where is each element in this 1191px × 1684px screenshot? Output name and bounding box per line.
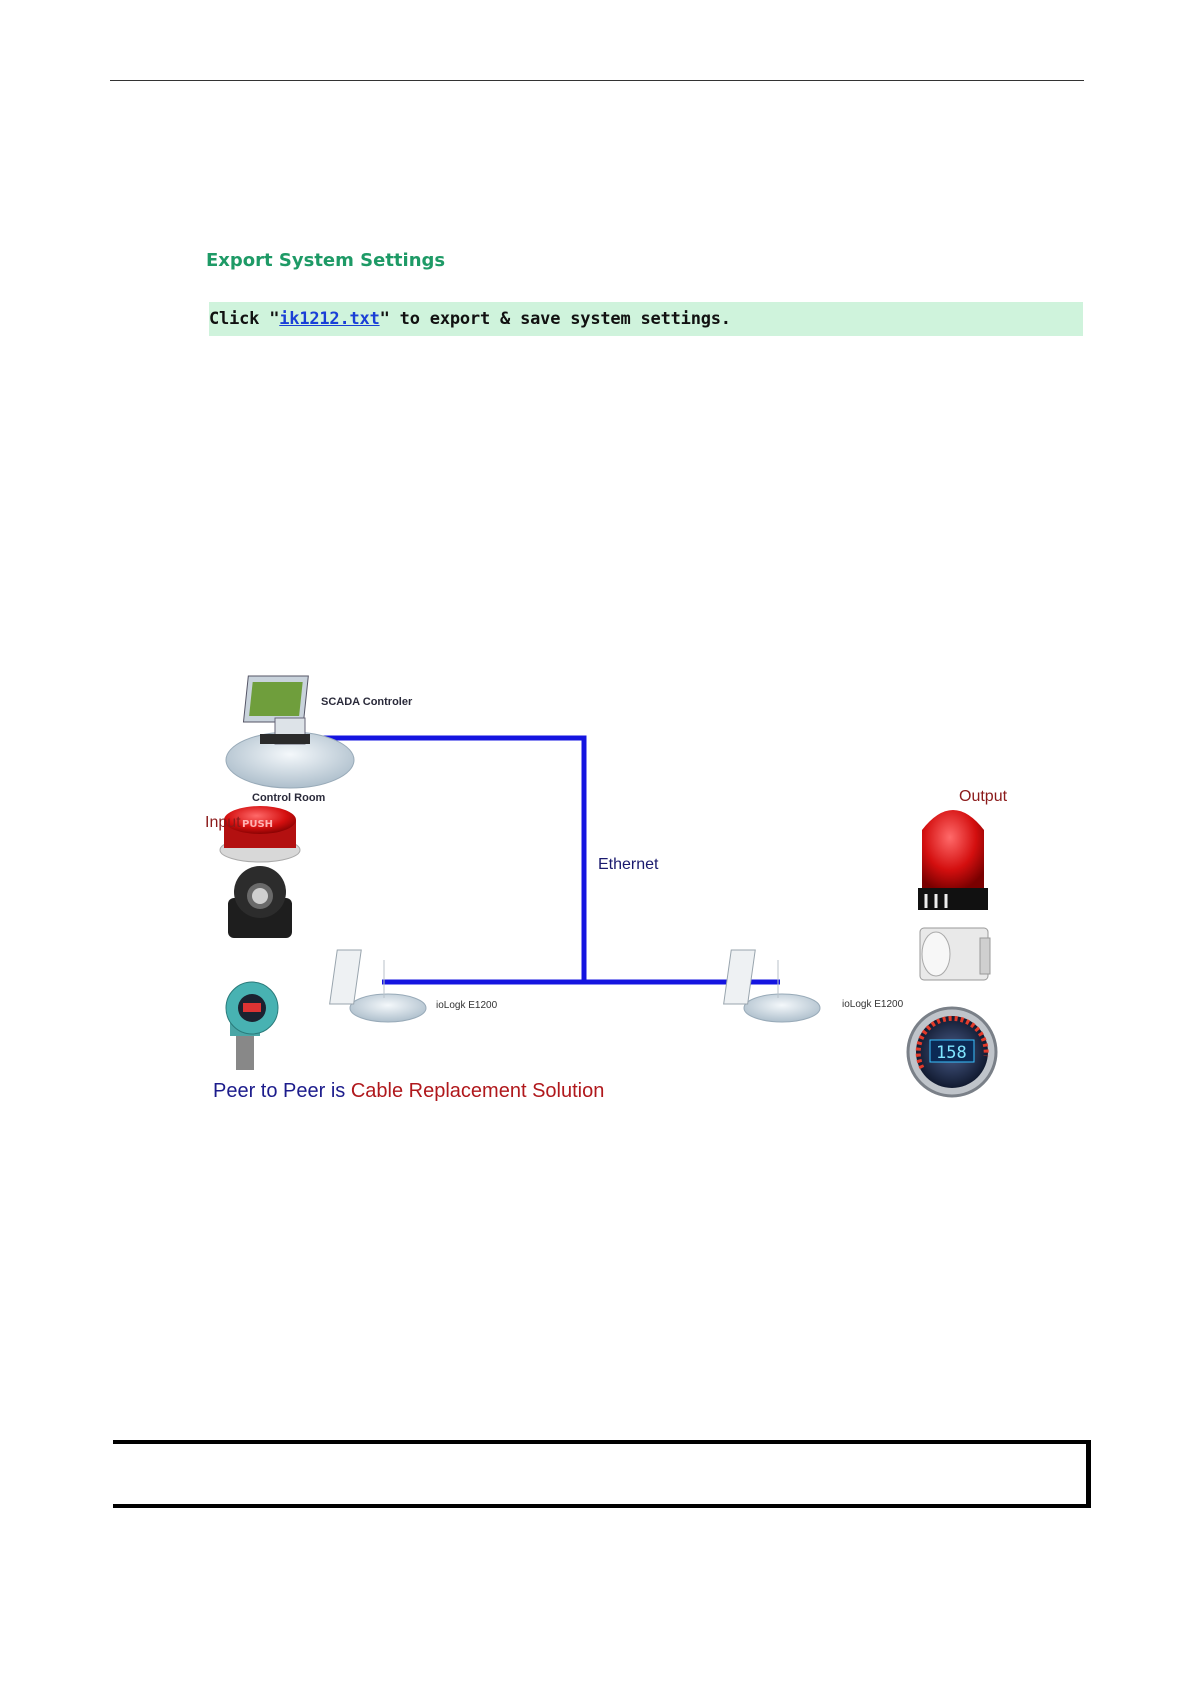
right-device-label: ioLogk E1200	[842, 999, 904, 1010]
section-title: Export System Settings	[206, 250, 446, 271]
peer-to-peer-diagram	[200, 660, 1030, 1120]
caption-part-1: Peer to Peer is	[213, 1080, 346, 1102]
diagram-caption	[213, 1080, 604, 1103]
horn-speaker-icon	[920, 928, 990, 980]
pressure-transmitter-icon	[226, 982, 278, 1070]
export-instruction	[209, 309, 731, 329]
left-iologik-icon	[330, 950, 426, 1022]
gauge-readout: 158	[936, 1043, 967, 1063]
ethernet-label: Ethernet	[598, 856, 659, 873]
left-device-label: ioLogk E1200	[436, 1000, 498, 1011]
beacon-light-icon	[918, 810, 988, 910]
click-prefix: Click "	[209, 309, 280, 329]
motion-sensor-icon	[228, 866, 292, 938]
export-file-link[interactable]: ik1212.txt	[279, 309, 380, 329]
ethernet-lines	[322, 738, 780, 982]
right-iologik-icon	[724, 950, 820, 1022]
note-box	[113, 1440, 1091, 1508]
caption-part-2: Cable Replacement Solution	[350, 1080, 605, 1102]
diagram-graphics	[200, 660, 1030, 1120]
output-label: Output	[959, 788, 1008, 805]
control-room-icon	[226, 676, 354, 788]
control-room-label: Control Room	[252, 792, 326, 804]
click-suffix: " to export & save system settings.	[379, 309, 731, 329]
input-label: Input	[205, 814, 241, 831]
push-text: PUSH	[242, 819, 274, 830]
scada-controller-label: SCADA Controler	[321, 696, 413, 708]
header-rule	[110, 80, 1084, 81]
